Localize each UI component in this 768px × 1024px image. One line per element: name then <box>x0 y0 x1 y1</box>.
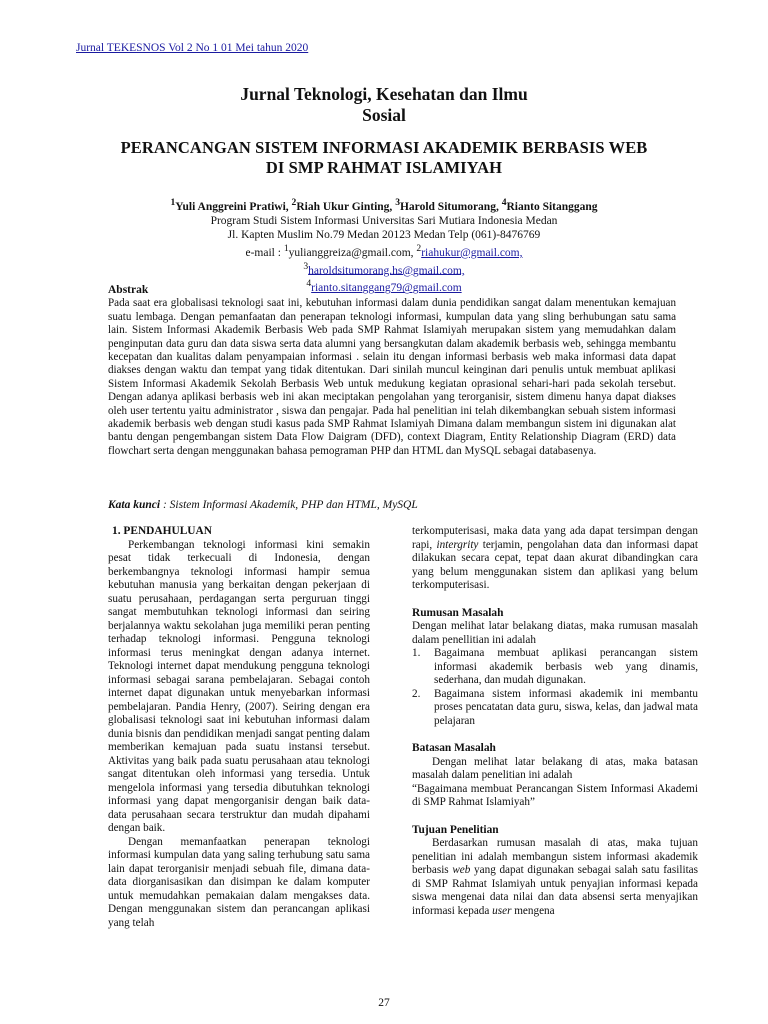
tujuan-emphasis-user: user <box>492 904 512 917</box>
journal-title-line2: Sosial <box>362 105 406 125</box>
keywords-label: Kata kunci <box>108 499 161 511</box>
section-heading-pendahuluan: 1. PENDAHULUAN <box>112 525 212 537</box>
spacer <box>412 593 698 607</box>
continuation-text-a: terkomputerisasi, maka data yang ada dapat tersimpan dengan rapi, <box>412 525 698 551</box>
pendahuluan-para-1: Perkembangan teknologi informasi kini semakin pesat tidak terkecuali di Indonesia, dengan berkembangnya teknologi informasi hampir semua kebutuhan manusia yang berkaitan dengan pekerjaan di suatu perusahaan, perdagangan serta perguruan tinggi sangat membutuhkan teknologi informasi dan seiring berjalannya waktu sekolahan juga memiliki peran penting terhadap teknologi informasi. Pengguna teknologi informasi terus meningkat dengan adanya internet. Teknologi internet dapat mendukung pengguna teknologi informasi sebagai sarana pembelajaran. Sebagai contoh internet dapat digunakan untuk menyebarkan informasi pembelajaran. Pandia Henry, (2007). Seiring dengan era globalisasi teknologi saat ini kebutuhan informasi dalam dunia bisnis dan pendidikan menjadi sangat penting dalam memberikan kemajuan pada suatu instansi tersebut. Aktivitas yang baik pada suatu perusahaan atau teknologi sangat ditentukan oleh informasi yang tersedia. Untuk mengelola informasi yang tersedia dibutuhkan teknologi informasi yang dapat mengorganisir dengan baik data-data perusahaan secara terstruktur dan mudah dipahami dengan baik. <box>108 538 370 834</box>
right-column <box>412 525 698 918</box>
author-4: Rianto Sitanggang <box>506 200 598 213</box>
email-2-sup: 2 <box>416 242 422 254</box>
spacer <box>412 728 698 742</box>
email-1-sup: 1 <box>283 242 289 254</box>
author-4-sup: 4 <box>501 197 507 208</box>
list-item <box>412 688 698 729</box>
email-label: e-mail : <box>245 246 284 259</box>
email-4-link[interactable]: rianto.sitanggang79@gmail.com <box>311 282 462 295</box>
email-1: yulianggreiza@gmail.com, <box>288 246 417 259</box>
paper-title-line1: PERANCANGAN SISTEM INFORMASI AKADEMIK BERBASIS WEB <box>120 138 648 157</box>
email-3-sup: 3 <box>303 260 309 272</box>
email-line-2 <box>0 260 768 278</box>
paper-title-line2: DI SMP RAHMAT ISLAMIYAH <box>265 158 503 177</box>
tujuan-heading: Tujuan Penelitian <box>412 823 499 836</box>
list-item-number: 1. <box>412 647 421 659</box>
pendahuluan-para-2: Dengan memanfaatkan penerapan teknologi informasi kumpulan data yang saling terhubung satu sama lain dapat terorganisir menjadi sebuah file, dimana data-data diorganisasikan dan disimpan ke dalam komputer untuk memudahkan pemakaian dalam mengakses data. Dengan menggunakan sistem dan perancangan aplikasi yang telah <box>108 835 370 929</box>
journal-title <box>0 84 768 126</box>
address: Jl. Kapten Muslim No.79 Medan 20123 Medan Telp (061)-8476769 <box>227 228 541 241</box>
email-3-link[interactable]: haroldsitumorang.hs@gmail.com, <box>308 264 465 277</box>
author-block <box>0 196 768 295</box>
left-column <box>108 525 370 930</box>
continuation-paragraph <box>412 525 698 593</box>
journal-title-line1: Jurnal Teknologi, Kesehatan dan Ilmu <box>240 84 528 104</box>
rumusan-list <box>412 647 698 728</box>
rumusan-heading: Rumusan Masalah <box>412 606 504 619</box>
author-3: Harold Situmorang, <box>399 200 502 213</box>
abstract-section <box>108 284 676 458</box>
continuation-emphasis: intergrity <box>436 538 479 551</box>
abstract-heading: Abstrak <box>108 284 149 296</box>
journal-header[interactable]: Jurnal TEKESNOS Vol 2 No 1 01 Mei tahun 2020 <box>76 42 309 54</box>
author-2-sup: 2 <box>291 197 297 208</box>
batasan-heading: Batasan Masalah <box>412 742 496 754</box>
author-1: Yuli Anggreini Pratiwi, <box>175 200 292 213</box>
abstract-text: Pada saat era globalisasi teknologi saat ini, kebutuhan informasi dalam dunia pendidikan sangat dalam menentukan kemajuan suatu lembaga. Dengan pemanfaatan dan penerapan teknologi informasi, kumpulan data yang sling berhubungan satu sama lain. Sistem Informasi Akademik Berbasis Web pada SMP Rahmat Islamiyah merupakan sistem yang memudahkan dalam penginputan data guru dan data siswa serta data alumni yang bersangkutan dalam akademik berbasis web, sehingga membantu kecepatan dan kualitas dalam penyampaian informasi . selain itu dengan informasi berbasis web maka informasi data dapat diakses dengan waktu dan tempat yang tidak ditentukan. Dari sinilah muncul keinginan dari penulis untuk membuat aplikasi Sistem Informasi Akademik Sekolah Berbasis Web untuk medukung kegiatan oprasional sehari-hari pada sekolah tersebut. Dengan adanya aplikasi berbasis web ini akan meciptakan pengolahan yang terorganisir, sistem dimenu hanya dapat diakses oleh user tertentu yaitu administrator , siswa dan pengajar. Pada hal penelitian ini telah dikembangkan sebuah sistem informasi akademik berbasis web dengan studi kasus pada SMP Rahmat Islamiyah Dimana dalam membangun sistem ini digunakan alat bantu dengan pengembangan sistem Data Flow Daigram (DFD), context Diagram, Entity Relationship Diagram (ERD) data flowchart serta dengan menggunakan bahasa pemograman PHP dan HTML dan MySQL sebagai databasenya. <box>108 297 676 457</box>
author-2: Riah Ukur Ginting, <box>296 200 396 213</box>
email-2-link[interactable]: riahukur@gmail.com, <box>421 246 523 259</box>
rumusan-intro: Dengan melihat latar belakang diatas, maka rumusan masalah dalam penellitian ini adalah <box>412 620 698 646</box>
list-item-text: Bagaimana membuat aplikasi perancangan sistem informasi akademik berbasis web yang dinamis, sederhana, dan mudah digunakan. <box>434 647 698 686</box>
list-item <box>412 647 698 688</box>
batasan-para-1: Dengan melihat latar belakang di atas, maka batasan masalah dalam penelitian ini adalah <box>412 755 698 781</box>
tujuan-text-a: Berdasarkan rumusan masalah di atas, maka tujuan penelitian ini adalah membangun sistem informasi akademik berbasis <box>412 837 698 876</box>
spacer <box>412 810 698 824</box>
email-line-1 <box>0 242 768 260</box>
tujuan-emphasis-web: web <box>452 864 471 876</box>
tujuan-paragraph <box>412 837 698 918</box>
author-1-sup: 1 <box>170 197 176 208</box>
tujuan-text-c: mengena <box>511 904 555 917</box>
author-3-sup: 3 <box>395 197 400 208</box>
batasan-para-2: “Bagaimana membuat Perancangan Sistem Informasi Akademi di SMP Rahmat Islamiyah” <box>412 782 698 808</box>
list-item-text: Bagaimana sistem informasi akademik ini membantu proses pencatatan data guru, siswa, kelas, dan jadwal mata pelajaran <box>434 687 698 727</box>
list-item-number: 2. <box>412 687 421 700</box>
continuation-text-b: terjamin, pengolahan data dan informasi dapat dilakukan secara cepat, tepat daan akurat dibandingkan cara yang belum menggunakan sistem dan aplikasi yang belum terkomputerisasi. <box>412 538 698 591</box>
keywords-text: : Sistem Informasi Akademik, PHP dan HTML, MySQL <box>160 499 418 511</box>
page-number: 27 <box>378 997 390 1009</box>
tujuan-text-b: yang dapat digunakan sebagai salah satu fasilitas di SMP Rahmat Islamiyah untuk penyajian informasi kepada siswa mengenai data nilai dan data absensi serta menyajikan informasi kepada <box>412 864 698 917</box>
email-4-sup: 4 <box>306 278 312 290</box>
keywords <box>108 499 418 511</box>
author-names <box>0 196 768 214</box>
paper-title <box>0 138 768 178</box>
affiliation: Program Studi Sistem Informasi Universitas Sari Mutiara Indonesia Medan <box>210 214 558 227</box>
